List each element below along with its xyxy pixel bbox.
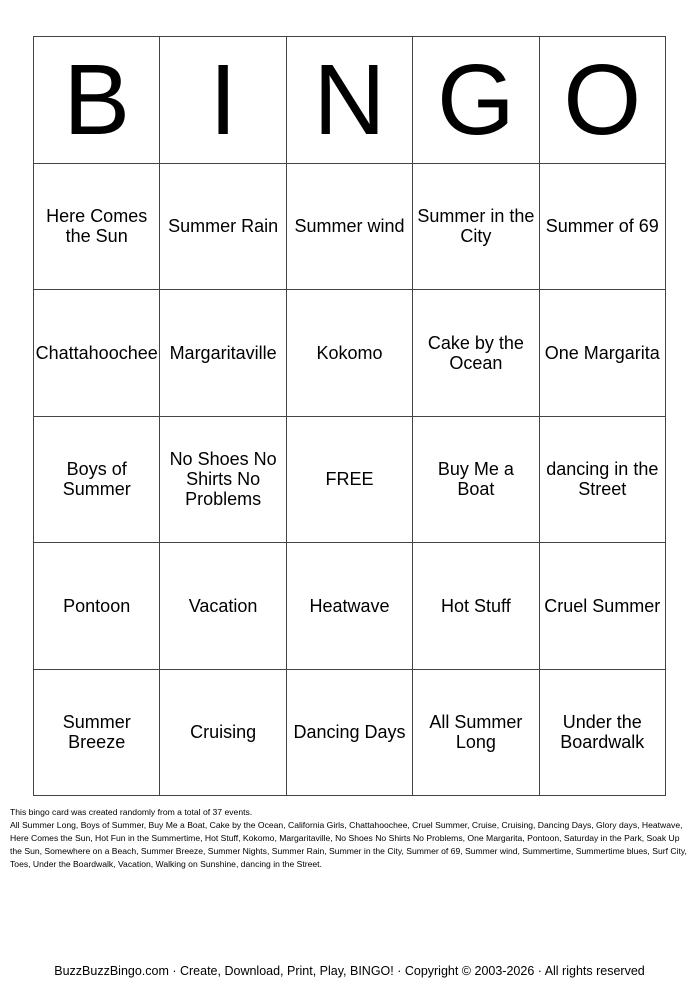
bingo-cell: Vacation — [160, 543, 286, 670]
bingo-cell: Hot Stuff — [413, 543, 539, 670]
bingo-cell: Cruising — [160, 670, 286, 797]
event-list: All Summer Long, Boys of Summer, Buy Me a Boat, Cake by the Ocean, California Girls, Chattahoochee, Cruel Summer, Cruise, Cruising, Dancing Days, Glory days, Heatwave, Here Comes the Sun, Hot Fun in the Summertime, Hot Stuff, Kokomo, Margaritaville, No Shoes No Shirts No Problems, One Margarita, Pontoon, Saturday in the Park, Soak Up the Sun, Somewhere on a Beach, Summer Breeze, Summer Nights, Summer Rain, Summer in the City, Summer of 69, Summer wind, Summertime, Summertime blues, Surf City, Toes, Under the Boardwalk, Vacation, Walking on Sunshine, dancing in the Street. — [10, 820, 687, 869]
bingo-cell: No Shoes No Shirts No Problems — [160, 417, 286, 544]
bingo-cell: Summer Breeze — [34, 670, 160, 797]
bingo-cell: Margaritaville — [160, 290, 286, 417]
free-space-cell: FREE — [287, 417, 413, 544]
bingo-cell: dancing in the Street — [540, 417, 666, 544]
bingo-cell: Summer of 69 — [540, 164, 666, 291]
bingo-cell: Summer wind — [287, 164, 413, 291]
bingo-cell: One Margarita — [540, 290, 666, 417]
bingo-cell: Cruel Summer — [540, 543, 666, 670]
header-letter-n: N — [287, 37, 413, 164]
header-letter-b: B — [34, 37, 160, 164]
site-footer: BuzzBuzzBingo.com · Create, Download, Print, Play, BINGO! · Copyright © 2003-2026 · All rights reserved — [54, 964, 645, 978]
bingo-card — [33, 36, 666, 796]
bingo-cell: All Summer Long — [413, 670, 539, 797]
card-info — [10, 806, 690, 871]
bingo-cell: Boys of Summer — [34, 417, 160, 544]
card-summary: This bingo card was created randomly from a total of 37 events. — [10, 807, 253, 817]
bingo-cell: Summer in the City — [413, 164, 539, 291]
header-letter-i: I — [160, 37, 286, 164]
bingo-cell: Chattahoochee — [34, 290, 160, 417]
bingo-cell: Heatwave — [287, 543, 413, 670]
bingo-cell: Buy Me a Boat — [413, 417, 539, 544]
header-letter-g: G — [413, 37, 539, 164]
bingo-cell: Here Comes the Sun — [34, 164, 160, 291]
bingo-cell: Under the Boardwalk — [540, 670, 666, 797]
header-letter-o: O — [540, 37, 666, 164]
bingo-cell: Cake by the Ocean — [413, 290, 539, 417]
bingo-cell: Kokomo — [287, 290, 413, 417]
bingo-cell: Pontoon — [34, 543, 160, 670]
bingo-cell: Dancing Days — [287, 670, 413, 797]
bingo-cell: Summer Rain — [160, 164, 286, 291]
